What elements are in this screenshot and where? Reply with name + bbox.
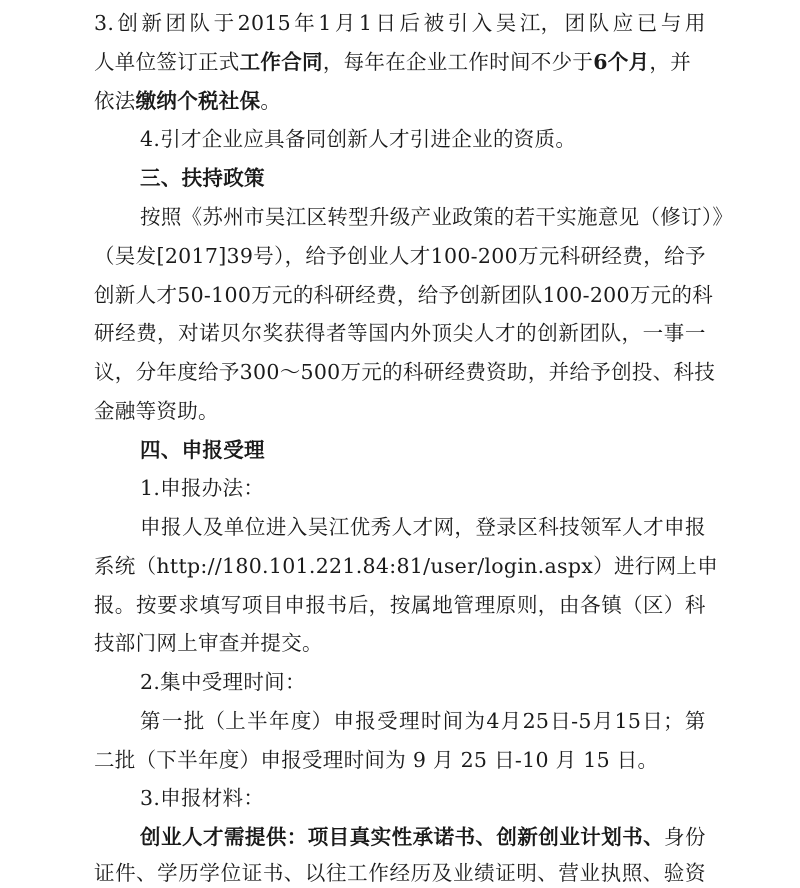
token-m1-line3-12: 按 (389, 593, 411, 617)
token-policy-line5-13: 费 (465, 360, 487, 384)
token-m1-line3-2: 要 (157, 593, 178, 617)
token-policy-line2-12: 科 (559, 244, 581, 268)
token-p3-line1-2: 新 (141, 11, 163, 35)
token-m1-line1-2: 人 (181, 515, 203, 539)
token-policy-line4-9: 得 (304, 321, 326, 345)
token-m2-line1-7: 报 (355, 709, 377, 733)
token-policy-line2-13: 研 (580, 244, 602, 268)
token-policy-line1-20: 意 (597, 205, 619, 229)
token-policy-line4-14: 外 (410, 321, 432, 345)
token-policy-line2-10: 万 (518, 244, 539, 268)
token-policy-line3-16: 团 (500, 283, 522, 307)
token-m2-line1-16: 日-5 (550, 709, 592, 733)
token-p3-line1-1: 创 (117, 11, 139, 35)
token-m1-line1-1: 报 (160, 515, 182, 539)
token-m1-line1-18: 科 (538, 515, 560, 539)
policy-line-4 (94, 318, 706, 348)
token-m1-line1-5: 位 (244, 515, 266, 539)
token-m2-line1-1: 一 (161, 709, 183, 733)
token-m2-line1-8: 受 (377, 709, 398, 733)
token-policy-line5-1: 分 (135, 360, 157, 384)
token-policy-line3-19: 万 (629, 283, 651, 307)
method-2-line-1 (140, 706, 706, 736)
token-p3-line1-8: 1 (318, 11, 332, 35)
token-policy-line5-15: 助， (507, 360, 549, 384)
token-policy-line2-0: （吴 (94, 244, 136, 268)
token-m1-line3-22: 科 (684, 593, 706, 617)
section-heading-application: 四、申报受理 (140, 438, 265, 462)
token-policy-line1-3: 市 (244, 205, 265, 229)
token-policy-line2-11: 元 (538, 244, 560, 268)
token-policy-line2-4: 予 (326, 244, 348, 268)
token-m3-line1_bold-20: 划 (601, 825, 623, 849)
token-policy-line2-16: 给 (664, 244, 685, 268)
token-p3-line1-17: 江， (519, 11, 562, 35)
bold-run: 6个月 (593, 50, 650, 74)
token-m3-line1_bold-17: 创 (538, 825, 560, 849)
token-m1-line3-14: 地 (432, 593, 454, 617)
token-policy-line4-1: 经 (115, 321, 136, 345)
token-m1-line1-15: 登 (475, 515, 497, 539)
token-policy-line4-12: 国 (368, 321, 390, 345)
token-policy-line2-17: 予 (684, 244, 706, 268)
token-policy-line1-1: 照《苏 (160, 205, 224, 229)
token-policy-line5-10: 科 (402, 360, 424, 384)
token-m3-line2-22: 照、 (621, 861, 664, 885)
policy-line-5 (94, 357, 716, 387)
token-policy-line1-16: 若 (514, 205, 536, 229)
token-m2-line1-20: 第 (684, 709, 706, 733)
paragraph-3-line-2 (94, 47, 800, 77)
token-policy-line5-8: 元 (361, 360, 383, 384)
token-m3-line2-17: 证 (495, 861, 517, 885)
token-m3-line1_bold-10: 实 (370, 825, 392, 849)
token-policy-line5-9: 的 (382, 360, 403, 384)
token-policy-line5-7: 万 (340, 360, 362, 384)
token-policy-line5-16: 并 (548, 360, 570, 384)
token-policy-line3-22: 科 (692, 283, 714, 307)
token-policy-line5-21: 科 (673, 360, 695, 384)
token-m3-line1_bold-13: 诺 (433, 825, 455, 849)
token-policy-line1-9: 升 (368, 205, 390, 229)
token-policy-line5-17: 给 (569, 360, 591, 384)
token-m1-line1-10: 优 (349, 515, 371, 539)
method-3-title: 3.申报材料： (140, 786, 265, 810)
token-policy-line3-13: 予 (438, 283, 460, 307)
token-p3-line1-23: 用 (684, 11, 706, 35)
text-run: 。 (260, 89, 282, 113)
token-m2-line1-12: 为 (464, 709, 486, 733)
token-m3-line2-11: 作 (368, 861, 390, 885)
token-policy-line5-11: 研 (423, 360, 445, 384)
token-m2-line1-0: 第 (140, 709, 161, 733)
token-policy-line3-0: 创 (94, 283, 115, 307)
token-m1-line1-17: 区 (517, 515, 539, 539)
token-m3-line2-14: 及 (431, 861, 453, 885)
token-policy-line4-23: 队， (600, 321, 643, 345)
token-m3-line1_bold-16: 新 (517, 825, 539, 849)
text-run: 依法 (94, 89, 136, 113)
token-policy-line4-11: 等 (347, 321, 368, 345)
token-policy-line4-0: 研 (94, 321, 115, 345)
token-policy-line4-22: 团 (579, 321, 601, 345)
token-policy-line5-5: 予 (218, 360, 240, 384)
token-m3-line1_bold-15: 创 (496, 825, 518, 849)
token-m2-line1-11: 间 (442, 709, 464, 733)
token-m3-line2-15: 业 (452, 861, 474, 885)
token-policy-line3-5: 万 (251, 283, 273, 307)
token-policy-line5-20: 投、 (631, 360, 674, 384)
token-m2-line1-13: 4 (486, 709, 500, 733)
token-policy-line4-8: 获 (283, 321, 305, 345)
token-policy-line3-2: 人 (135, 283, 157, 307)
token-m1-line1-21: 军 (601, 515, 622, 539)
method-1-line-1 (140, 512, 706, 542)
token-m3-line1_bold-4: 需 (223, 825, 245, 849)
token-policy-line4-2: 费， (136, 321, 178, 345)
token-m1-line3-20: 各 (580, 593, 601, 617)
token-m3-line2-18: 明、 (516, 861, 559, 885)
token-m3-line2-24: 资 (684, 861, 706, 885)
token-m1-line1-14: 网， (433, 515, 476, 539)
token-policy-line4-20: 创 (537, 321, 559, 345)
token-m1-line3-9: 报 (305, 593, 327, 617)
token-policy-line2-2: [2017]39 (156, 244, 254, 268)
token-m1-line1-13: 才 (412, 515, 434, 539)
token-m3-line2-16: 绩 (474, 861, 495, 885)
token-policy-line3-14: 创 (459, 283, 481, 307)
token-m1-line1-20: 领 (580, 515, 601, 539)
token-policy-line3-21: 的 (671, 283, 693, 307)
token-m3-line1_bold-3: 才 (202, 825, 224, 849)
token-policy-line4-13: 内 (389, 321, 411, 345)
token-policy-line4-5: 贝 (220, 321, 242, 345)
token-m1-line3-1: 按 (135, 593, 157, 617)
token-policy-line1-18: 实 (556, 205, 578, 229)
token-m3-line1_bold-21: 书、 (622, 825, 664, 849)
token-m3-line2-4: 学 (199, 861, 221, 885)
token-m1-line2-2: 行 (634, 554, 656, 578)
token-policy-line2-8: 才 (409, 244, 431, 268)
bold-run: 工作合同 (239, 50, 323, 74)
token-policy-line1-12: 业 (431, 205, 453, 229)
token-m1-line2-0: 系统（http://180.101.221.84:81/user/login.aspx） (94, 554, 614, 578)
token-m3-line1_bold-5: 提 (244, 825, 266, 849)
token-policy-line4-25: 事 (663, 321, 685, 345)
section-heading-support-policy: 三、扶持政策 (140, 166, 265, 190)
token-policy-line4-6: 尔 (241, 321, 263, 345)
token-m3-line1_bold-1: 业 (160, 825, 182, 849)
token-policy-line1-0: 按 (140, 205, 161, 229)
token-m1-line1-11: 秀 (370, 515, 392, 539)
token-p3-line1-22: 与 (660, 11, 682, 35)
token-policy-line1-22: 订）》 (681, 205, 734, 229)
token-m3-line1_bold-19: 计 (580, 825, 602, 849)
token-policy-line1-5: 江 (285, 205, 307, 229)
token-m1-line2-4: 上 (676, 554, 698, 578)
token-m2-line1-17: 月 (592, 709, 614, 733)
token-policy-line3-12: 给 (417, 283, 439, 307)
token-policy-line4-15: 顶 (431, 321, 453, 345)
token-m3-line2-5: 位 (220, 861, 242, 885)
token-m2-line1-18: 15 (614, 709, 642, 733)
token-policy-line3-9: 研 (334, 283, 356, 307)
token-policy-line4-4: 诺 (199, 321, 221, 345)
token-m2-line1-15: 25 (522, 709, 550, 733)
token-policy-line3-18: 100-200 (542, 283, 630, 307)
token-policy-line3-17: 队 (521, 283, 543, 307)
token-p3-line1-15: 入 (471, 11, 493, 35)
token-m2-line1-14: 月 (500, 709, 522, 733)
token-p3-line1-5: 于 (213, 11, 235, 35)
token-m1-line3-18: 则， (516, 593, 559, 617)
token-m3-line1_bold-7: 项 (307, 825, 329, 849)
token-m3-line2-21: 执 (600, 861, 622, 885)
token-m1-line1-23: 才 (643, 515, 664, 539)
token-p3-line1-21: 已 (636, 11, 658, 35)
token-m2-line1-9: 理 (398, 709, 420, 733)
token-m1-line1-3: 及 (202, 515, 224, 539)
token-m1-line3-3: 求 (178, 593, 200, 617)
token-policy-line1-19: 施 (577, 205, 598, 229)
token-policy-line4-17: 人 (473, 321, 495, 345)
token-m1-line2-3: 网 (655, 554, 677, 578)
method-2-line-2: 二批（下半年度）申报受理时间为 9 月 25 日-10 月 15 日。 (94, 748, 659, 772)
token-policy-line1-8: 型 (348, 205, 369, 229)
token-p3-line1-20: 应 (612, 11, 634, 35)
text-run: 人单位签订正式 (94, 50, 240, 74)
token-m3-line1_tail-0: 身 (664, 825, 685, 849)
token-m3-line1_bold-9: 真 (349, 825, 371, 849)
token-policy-line3-4: 50-100 (177, 283, 252, 307)
token-policy-line1-17: 干 (535, 205, 557, 229)
token-m1-line3-15: 管 (453, 593, 475, 617)
token-m1-line3-17: 原 (495, 593, 517, 617)
token-m3-line2-1: 件、 (115, 861, 157, 885)
token-p3-line1-12: 后 (399, 11, 421, 35)
token-m3-line2-13: 历 (410, 861, 432, 885)
token-m1-line1-6: 进 (265, 515, 287, 539)
method-1-line-3 (94, 590, 706, 620)
token-policy-line3-10: 经 (355, 283, 377, 307)
token-policy-line3-15: 新 (480, 283, 501, 307)
token-policy-line2-15: 费， (622, 244, 664, 268)
token-policy-line1-11: 产 (410, 205, 432, 229)
paragraph-3-line-1 (94, 8, 706, 38)
token-policy-line5-4: 给 (198, 360, 219, 384)
token-m3-line2-6: 证 (241, 861, 263, 885)
token-policy-line5-19: 创 (611, 360, 632, 384)
token-policy-line2-5: 创 (347, 244, 368, 268)
method-1-line-4: 技部门网上审查并提交。 (94, 631, 323, 655)
token-policy-line1-7: 转 (327, 205, 349, 229)
token-m1-line1-4: 单 (223, 515, 245, 539)
token-m1-line1-8: 吴 (307, 515, 329, 539)
token-m3-line2-10: 工 (347, 861, 368, 885)
token-policy-line1-14: 策 (472, 205, 494, 229)
token-policy-line4-19: 的 (516, 321, 537, 345)
token-m1-line3-19: 由 (558, 593, 580, 617)
token-m1-line1-25: 报 (685, 515, 706, 539)
token-policy-line2-3: 号），给 (253, 244, 327, 268)
token-policy-line5-0: 议， (94, 360, 136, 384)
token-m1-line2-5: 申 (697, 554, 718, 578)
method-3-line-2 (94, 858, 706, 888)
token-p3-line1-3: 团 (165, 11, 187, 35)
token-policy-line2-7: 人 (388, 244, 410, 268)
token-m1-line3-6: 项 (241, 593, 263, 617)
token-m3-line2-12: 经 (389, 861, 411, 885)
token-policy-line5-12: 经 (444, 360, 466, 384)
token-m3-line2-7: 书、 (262, 861, 305, 885)
token-m3-line1_tail-1: 份 (685, 825, 706, 849)
policy-line-6: 金融等资助。 (94, 399, 219, 423)
token-m1-line3-13: 属 (411, 593, 432, 617)
token-p3-line1-4: 队 (189, 11, 211, 35)
token-m1-line1-19: 技 (559, 515, 581, 539)
token-policy-line4-18: 才 (495, 321, 516, 345)
token-policy-line5-3: 度 (177, 360, 199, 384)
token-m1-line1-22: 人 (622, 515, 643, 539)
token-m3-line2-3: 历 (178, 861, 200, 885)
token-p3-line1-10: 1 (358, 11, 373, 35)
token-p3-line1-9: 月 (334, 11, 356, 35)
token-policy-line3-3: 才 (156, 283, 178, 307)
token-policy-line3-20: 元 (650, 283, 672, 307)
method-1-line-2 (94, 551, 718, 581)
token-m3-line2-20: 业 (579, 861, 601, 885)
token-m3-line2-9: 往 (326, 861, 347, 885)
token-m1-line1-0: 申 (140, 515, 161, 539)
token-m3-line2-0: 证 (94, 861, 115, 885)
token-p3-line1-6: 2015 (237, 11, 292, 35)
token-policy-line4-24: 一 (642, 321, 664, 345)
token-m2-line1-4: 年 (268, 709, 290, 733)
token-m1-line2-1: 进 (613, 554, 635, 578)
token-policy-line5-18: 予 (590, 360, 612, 384)
token-p3-line1-7: 年 (294, 11, 316, 35)
token-p3-line1-11: 日 (375, 11, 397, 35)
token-policy-line1-6: 区 (306, 205, 328, 229)
token-m1-line3-10: 书 (326, 593, 348, 617)
token-policy-line5-14: 资 (486, 360, 508, 384)
token-m1-line3-7: 目 (263, 593, 284, 617)
token-p3-line1-0: 3. (94, 11, 115, 35)
token-p3-line1-16: 吴 (495, 11, 517, 35)
token-m1-line3-4: 填 (199, 593, 221, 617)
token-policy-line4-3: 对 (178, 321, 199, 345)
token-policy-line2-14: 经 (601, 244, 623, 268)
token-m1-line1-12: 人 (391, 515, 413, 539)
token-m3-line2-23: 验 (663, 861, 685, 885)
token-policy-line4-16: 尖 (452, 321, 474, 345)
token-policy-line3-11: 费， (376, 283, 418, 307)
token-policy-line4-26: 一 (684, 321, 706, 345)
token-m3-line1_bold-0: 创 (140, 825, 161, 849)
token-p3-line1-13: 被 (423, 11, 445, 35)
token-m3-line1_bold-8: 目 (328, 825, 350, 849)
token-m3-line1_bold-18: 业 (559, 825, 581, 849)
token-m3-line1_bold-14: 书、 (454, 825, 497, 849)
token-policy-line1-4: 吴 (264, 205, 286, 229)
token-m2-line1-6: 申 (333, 709, 355, 733)
method-2-title: 2.集中受理时间： (140, 670, 306, 694)
token-m1-line1-24: 申 (664, 515, 685, 539)
method-3-line-1 (140, 822, 706, 852)
token-m2-line1-5: 度） (290, 709, 333, 733)
token-m1-line3-11: 后， (347, 593, 390, 617)
paragraph-3-line-3 (94, 86, 800, 116)
token-policy-line2-6: 业 (368, 244, 389, 268)
paragraph-4: 4.引才企业应具备同创新人才引进企业的资质。 (140, 127, 577, 151)
token-m2-line1-10: 时 (420, 709, 442, 733)
token-m2-line1-19: 日； (642, 709, 684, 733)
token-m1-line3-21: 镇（区） (601, 593, 685, 617)
token-policy-line2-9: 100-200 (430, 244, 518, 268)
token-policy-line4-7: 奖 (262, 321, 284, 345)
policy-line-1 (140, 202, 734, 232)
token-policy-line3-6: 元 (272, 283, 293, 307)
token-policy-line3-1: 新 (114, 283, 136, 307)
token-policy-line1-15: 的 (493, 205, 515, 229)
token-p3-line1-19: 队 (588, 11, 610, 35)
token-m3-line2-8: 以 (304, 861, 326, 885)
policy-line-2 (94, 241, 706, 271)
token-m3-line2-19: 营 (558, 861, 580, 885)
token-p3-line1-14: 引 (447, 11, 469, 35)
token-m1-line3-5: 写 (220, 593, 242, 617)
token-policy-line5-2: 年 (156, 360, 178, 384)
token-m1-line3-0: 报。 (94, 593, 136, 617)
token-p3-line1-18: 团 (564, 11, 586, 35)
token-policy-line4-21: 新 (558, 321, 580, 345)
token-m1-line3-16: 理 (474, 593, 496, 617)
token-m3-line1_bold-12: 承 (412, 825, 434, 849)
token-m1-line3-8: 申 (284, 593, 306, 617)
token-m3-line2-2: 学 (157, 861, 178, 885)
bold-run: 缴纳个税社保 (135, 89, 261, 113)
token-m1-line1-16: 录 (496, 515, 518, 539)
text-run: ，并 (649, 50, 691, 74)
token-m2-line1-3: 半 (247, 709, 268, 733)
token-m2-line1-2: 批（上 (183, 709, 247, 733)
token-m3-line1_bold-6: 供： (265, 825, 308, 849)
text-run: ，每年在企业工作时间不少于 (322, 50, 594, 74)
token-policy-line3-7: 的 (292, 283, 314, 307)
token-m3-line1_bold-11: 性 (391, 825, 413, 849)
policy-line-3 (94, 280, 714, 310)
token-m1-line1-9: 江 (328, 515, 350, 539)
token-m1-line1-7: 入 (286, 515, 308, 539)
token-policy-line4-10: 者 (326, 321, 347, 345)
token-policy-line1-2: 州 (223, 205, 245, 229)
token-policy-line5-22: 技 (694, 360, 716, 384)
token-policy-line5-6: 300～500 (239, 360, 341, 384)
token-policy-line1-13: 政 (452, 205, 473, 229)
token-policy-line1-21: 见（修 (618, 205, 682, 229)
token-m3-line1_bold-2: 人 (181, 825, 203, 849)
token-policy-line3-8: 科 (313, 283, 335, 307)
token-policy-line1-10: 级 (389, 205, 411, 229)
token-policy-line2-1: 发 (135, 244, 157, 268)
method-1-title: 1.申报办法： (140, 476, 265, 500)
